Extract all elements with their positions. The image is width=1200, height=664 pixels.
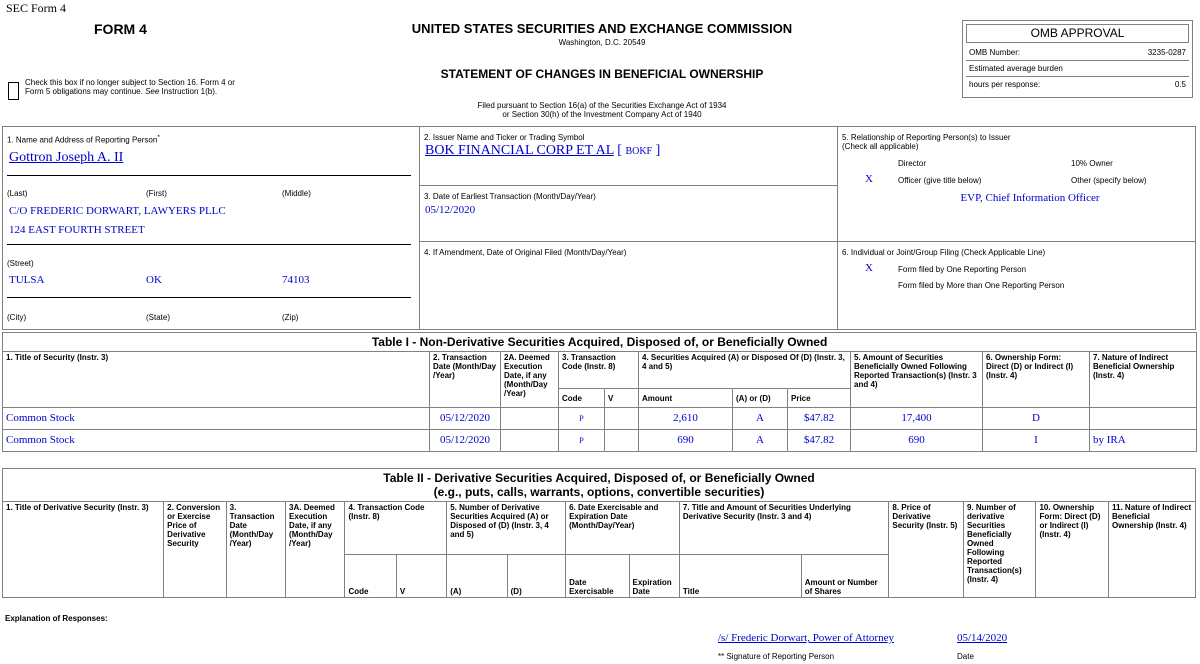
t2-h7: 7. Title and Amount of Securities Underlying Derivative Security (Instr. 3 and 4) xyxy=(679,502,889,555)
city-value: TULSA xyxy=(9,274,45,286)
t1-r2-owned: 690 xyxy=(851,430,983,452)
officer-check: X xyxy=(865,173,873,185)
t1-r2-price: $47.82 xyxy=(788,430,851,452)
director-label: Director xyxy=(898,159,927,168)
t1-r2-date: 05/12/2020 xyxy=(430,430,501,452)
t1-h1: 1. Title of Security (Instr. 3) xyxy=(3,352,430,408)
t1-r1-nature xyxy=(1090,408,1197,430)
t1-r2-nature: by IRA xyxy=(1090,430,1197,452)
t1-r1-amount: 2,610 xyxy=(639,408,733,430)
t2-h11: 11. Nature of Indirect Beneficial Ownership (Instr. 4) xyxy=(1109,502,1196,598)
city-label: (City) xyxy=(7,313,27,322)
owner10-label: 10% Owner xyxy=(1071,159,1113,168)
date-label: Date xyxy=(957,652,974,661)
t1-r2-deemed xyxy=(501,430,559,452)
t2-h3: 3. Transaction Date (Month/Day /Year) xyxy=(226,502,285,598)
t2-h4: 4. Transaction Code (Instr. 8) xyxy=(345,502,447,555)
box5-sub: (Check all applicable) xyxy=(842,142,919,151)
t1-r2-amount: 690 xyxy=(639,430,733,452)
table-row xyxy=(3,430,1197,452)
t1-h6: 6. Ownership Form: Direct (D) or Indirect (I) (Instr. 4) xyxy=(983,352,1090,408)
t1-price: Price xyxy=(788,389,851,408)
officer-title: EVP, Chief Information Officer xyxy=(960,192,1100,204)
issuer-name-row: BOK FINANCIAL CORP ET AL [ BOKF ] xyxy=(425,143,661,158)
t2-a: (A) xyxy=(447,555,507,598)
t1-r1-deemed xyxy=(501,408,559,430)
agency-title: UNITED STATES SECURITIES AND EXCHANGE COMMISSION xyxy=(411,21,793,36)
table1-title: Table I - Non-Derivative Securities Acquired, Disposed of, or Beneficially Owned xyxy=(3,333,1197,352)
t2-code: Code xyxy=(345,555,396,598)
t1-h2: 2. Transaction Date (Month/Day /Year) xyxy=(430,352,501,408)
ticker-symbol: BOKF xyxy=(625,146,653,157)
t1-r2-code: P xyxy=(559,430,605,452)
agency-location: Washington, D.C. 20549 xyxy=(558,38,646,47)
last-label: (Last) xyxy=(7,189,28,198)
other-label: Other (specify below) xyxy=(1071,176,1147,185)
t1-r1-date: 05/12/2020 xyxy=(430,408,501,430)
box1-label: 1. Name and Address of Reporting Person* xyxy=(7,134,160,145)
box4-label: 4. If Amendment, Date of Original Filed (Month/Day/Year) xyxy=(424,248,627,257)
section16-checkbox[interactable] xyxy=(8,82,19,100)
box6-label: 6. Individual or Joint/Group Filing (Check Applicable Line) xyxy=(842,248,1046,257)
t1-r2-form: I xyxy=(983,430,1090,452)
signature-date: 05/14/2020 xyxy=(957,632,1008,644)
t1-h7: 7. Nature of Indirect Beneficial Ownership (Instr. 4) xyxy=(1090,352,1197,408)
box2-label: 2. Issuer Name and Ticker or Trading Symbol xyxy=(424,133,585,142)
t1-r1-ad: A xyxy=(733,408,788,430)
street-label: (Street) xyxy=(7,259,34,268)
t1-h4: 4. Securities Acquired (A) or Disposed Of (D) (Instr. 3, 4 and 5) xyxy=(639,352,851,389)
signature-label: ** Signature of Reporting Person xyxy=(718,652,835,661)
t2-h8: 8. Price of Derivative Security (Instr. 5) xyxy=(889,502,964,598)
t2-title: Title xyxy=(679,555,801,598)
t2-h6: 6. Date Exercisable and Expiration Date (Month/Day/Year) xyxy=(566,502,680,555)
t2-amount: Amount or Number of Shares xyxy=(801,555,889,598)
t1-r1-title: Common Stock xyxy=(3,408,430,430)
address-line-1: C/O FREDERIC DORWART, LAWYERS PLLC xyxy=(9,205,226,217)
statement-title: STATEMENT OF CHANGES IN BENEFICIAL OWNERSHIP xyxy=(440,67,764,81)
one-person-label: Form filed by One Reporting Person xyxy=(898,265,1027,274)
omb-approval-box xyxy=(962,20,1193,98)
box3-label: 3. Date of Earliest Transaction (Month/Day/Year) xyxy=(424,192,596,201)
section16-checkbox-text: Check this box if no longer subject to Section 16. Form 4 or Form 5 obligations may continue. See Instruction 1(b). xyxy=(25,78,235,96)
t1-r1-v xyxy=(605,408,639,430)
t2-v: V xyxy=(396,555,446,598)
reporting-person-name[interactable]: Gottron Joseph A. II xyxy=(9,150,124,165)
t1-r2-ad: A xyxy=(733,430,788,452)
table-1 xyxy=(2,332,1197,452)
t2-h10: 10. Ownership Form: Direct (D) or Indirect (I) (Instr. 4) xyxy=(1036,502,1109,598)
t1-v: V xyxy=(605,389,639,408)
filed-line-1: Filed pursuant to Section 16(a) of the Securities Exchange Act of 1934 xyxy=(477,101,727,110)
t1-r1-form: D xyxy=(983,408,1090,430)
address-line-2: 124 EAST FOURTH STREET xyxy=(9,224,145,236)
state-value: OK xyxy=(146,274,162,286)
table-2 xyxy=(2,468,1196,598)
omb-hours: 0.5 xyxy=(1174,80,1186,89)
officer-label: Officer (give title below) xyxy=(898,176,982,185)
t2-exercisable: Date Exercisable xyxy=(566,555,629,598)
omb-number-label: OMB Number: xyxy=(969,48,1021,57)
state-label: (State) xyxy=(146,313,171,322)
box5-label: 5. Relationship of Reporting Person(s) to Issuer xyxy=(842,133,1011,142)
t1-h2a: 2A. Deemed Execution Date, if any (Month/Day /Year) xyxy=(501,352,559,408)
filed-line-2: or Section 30(h) of the Investment Company Act of 1940 xyxy=(502,110,702,119)
earliest-transaction-date: 05/12/2020 xyxy=(425,204,476,216)
t1-r1-price: $47.82 xyxy=(788,408,851,430)
omb-hours-label: hours per response: xyxy=(969,80,1041,89)
middle-label: (Middle) xyxy=(282,189,311,198)
t2-expiration: Expiration Date xyxy=(629,555,679,598)
zip-label: (Zip) xyxy=(282,313,299,322)
issuer-name-link[interactable]: BOK FINANCIAL CORP ET AL xyxy=(425,143,614,158)
filing-check: X xyxy=(865,262,873,274)
t1-r2-title: Common Stock xyxy=(3,430,430,452)
t1-h3: 3. Transaction Code (Instr. 8) xyxy=(559,352,639,389)
omb-number: 3235-0287 xyxy=(1147,48,1186,57)
table2-title: Table II - Derivative Securities Acquired, Disposed of, or Beneficially Owned (e.g., puts, calls, warrants, options, convertible securities) xyxy=(3,469,1196,502)
table-row xyxy=(3,408,1197,430)
t2-h3a: 3A. Deemed Execution Date, if any (Month/Day /Year) xyxy=(286,502,345,598)
form-title: FORM 4 xyxy=(94,21,147,37)
t1-code: Code xyxy=(559,389,605,408)
t1-r1-code: P xyxy=(559,408,605,430)
t1-h5: 5. Amount of Securities Beneficially Owned Following Reported Transaction(s) (Instr. 3 and 4) xyxy=(851,352,983,408)
t1-r1-owned: 17,400 xyxy=(851,408,983,430)
t2-h9: 9. Number of derivative Securities Beneficially Owned Following Reported Transaction(s) (Instr. 4) xyxy=(963,502,1036,598)
signature[interactable]: /s/ Frederic Dorwart, Power of Attorney xyxy=(718,632,894,644)
first-label: (First) xyxy=(146,189,167,198)
zip-value: 74103 xyxy=(282,274,310,286)
more-person-label: Form filed by More than One Reporting Person xyxy=(898,281,1065,290)
t2-h1: 1. Title of Derivative Security (Instr. 3) xyxy=(3,502,164,598)
sec-form-label: SEC Form 4 xyxy=(6,1,67,15)
t2-d: (D) xyxy=(507,555,565,598)
omb-burden-label: Estimated average burden xyxy=(969,64,1063,73)
omb-title: OMB APPROVAL xyxy=(966,24,1189,43)
t1-aord: (A) or (D) xyxy=(733,389,788,408)
t2-h2: 2. Conversion or Exercise Price of Derivative Security xyxy=(164,502,226,598)
t1-r2-v xyxy=(605,430,639,452)
t2-h5: 5. Number of Derivative Securities Acquired (A) or Disposed of (D) (Instr. 3, 4 and 5) xyxy=(447,502,566,555)
explanation-label: Explanation of Responses: xyxy=(5,614,108,623)
t1-amount: Amount xyxy=(639,389,733,408)
